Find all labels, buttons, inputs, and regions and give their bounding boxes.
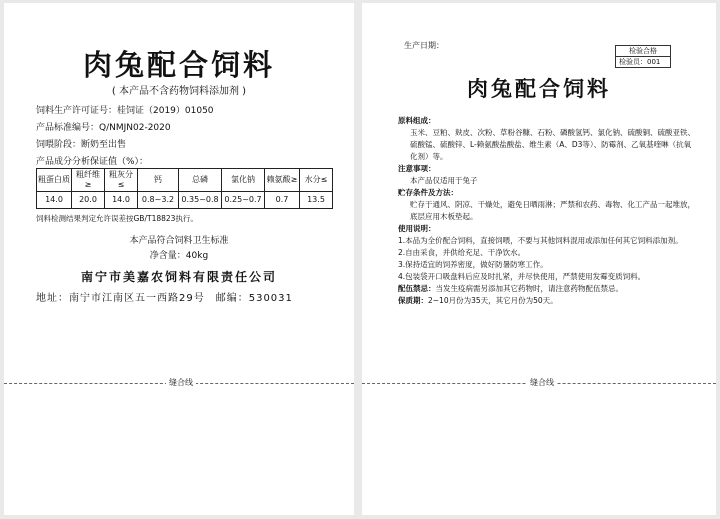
license-number: 饲料生产许可证号：桂饲证（2019）01050 [36, 106, 214, 116]
table-header: 钙 [138, 169, 179, 192]
usage-item: 3.保持适宜的饲养密度，做好防暑防寒工作。 [398, 260, 548, 269]
usage-item: 4.包装袋开口吸盘料后应及时扎紧，并尽快使用，严禁使用发霉变质饲料。 [398, 272, 646, 281]
table-header: 粗蛋白质 [37, 169, 72, 192]
stitch-label: 缝合线 [527, 377, 557, 388]
usage-item: 2.自由采食，并供给充足、干净饮水。 [398, 248, 526, 257]
shelf-life-text: 2~10月份为35天，其它月份为50天。 [428, 296, 558, 305]
table-header: 水分≤ [300, 169, 333, 192]
hygiene-standard: 本产品符合饲料卫生标准 [129, 236, 229, 246]
label-body [398, 115, 698, 307]
ingredients-heading: 原料组成： [398, 116, 436, 125]
production-date: 生产日期： [404, 41, 444, 50]
compatibility-heading: 配伍禁忌： [398, 284, 436, 293]
stamp-passed: 检验合格 [616, 46, 670, 57]
standard-number: 产品标准编号：Q/NMJN02-2020 [36, 123, 171, 133]
tolerance-note: 饲料检测结果判定允许误差按GB/T18823执行。 [36, 214, 198, 223]
left-label-panel [4, 3, 354, 515]
table-cell: 14.0 [105, 192, 138, 209]
table-header: 粗纤维≥ [72, 169, 105, 192]
notes-text: 本产品仅适用于兔子 [410, 176, 478, 185]
ingredients-text: 玉米、豆粕、麸皮、次粉、草粉谷糠、石粉、磷酸氢钙、氯化钠、硫酸铜、硫酸亚铁、硫酸锰、硫酸锌、L-赖氨酸盐酸盐、维生素（A、D3等）、防霉剂、乙氧基喹啉（抗氧化剂）等。 [410, 128, 695, 161]
feeding-stage: 饲喂阶段：断奶至出售 [36, 140, 127, 150]
table-cell: 0.7 [265, 192, 300, 209]
product-title: 肉兔配合饲料 [82, 48, 275, 82]
table-cell: 14.0 [37, 192, 72, 209]
subtitle: ( 本产品不含药物饲料添加剂 ) [111, 86, 247, 97]
nutrition-table [36, 168, 333, 209]
shelf-life-heading: 保质期： [398, 296, 428, 305]
usage-heading: 使用说明： [398, 224, 436, 233]
right-label-panel [362, 3, 716, 515]
storage-heading: 贮存条件及方法： [398, 188, 458, 197]
table-cell: 20.0 [72, 192, 105, 209]
storage-text: 贮存于通风、阴凉、干燥处，避免日晒雨淋；严禁和农药、毒物、化工产品一起堆放，底层应用木板垫起。 [410, 200, 695, 221]
table-cell: 0.8~3.2 [138, 192, 179, 209]
table-cell: 0.25~0.7 [222, 192, 265, 209]
compatibility-text: 当发生疫病需另添加其它药物时，请注意药物配伍禁忌。 [435, 284, 623, 293]
company-address: 地址：南宁市江南区五一西路29号 邮编：530031 [36, 293, 293, 304]
stamp-inspector: 检验员：001 [619, 58, 661, 66]
net-content: 净含量：40kg [149, 251, 209, 261]
table-header: 粗灰分≤ [105, 169, 138, 192]
table-cell: 0.35~0.8 [179, 192, 222, 209]
notes-heading: 注意事项： [398, 164, 436, 173]
table-header: 总磷 [179, 169, 222, 192]
inspection-stamp [615, 45, 671, 68]
usage-item: 1.本品为全价配合饲料，直接饲喂，不要与其他饲料混用或添加任何其它饲料添加剂。 [398, 236, 683, 245]
table-header: 氯化钠 [222, 169, 265, 192]
product-title-right: 肉兔配合饲料 [467, 76, 611, 101]
analysis-title: 产品成分分析保证值（%）： [36, 157, 149, 167]
table-header: 赖氨酸≥ [265, 169, 300, 192]
table-cell: 13.5 [300, 192, 333, 209]
stitch-label: 缝合线 [166, 377, 196, 388]
company-name: 南宁市美嘉农饲料有限责任公司 [80, 270, 277, 284]
